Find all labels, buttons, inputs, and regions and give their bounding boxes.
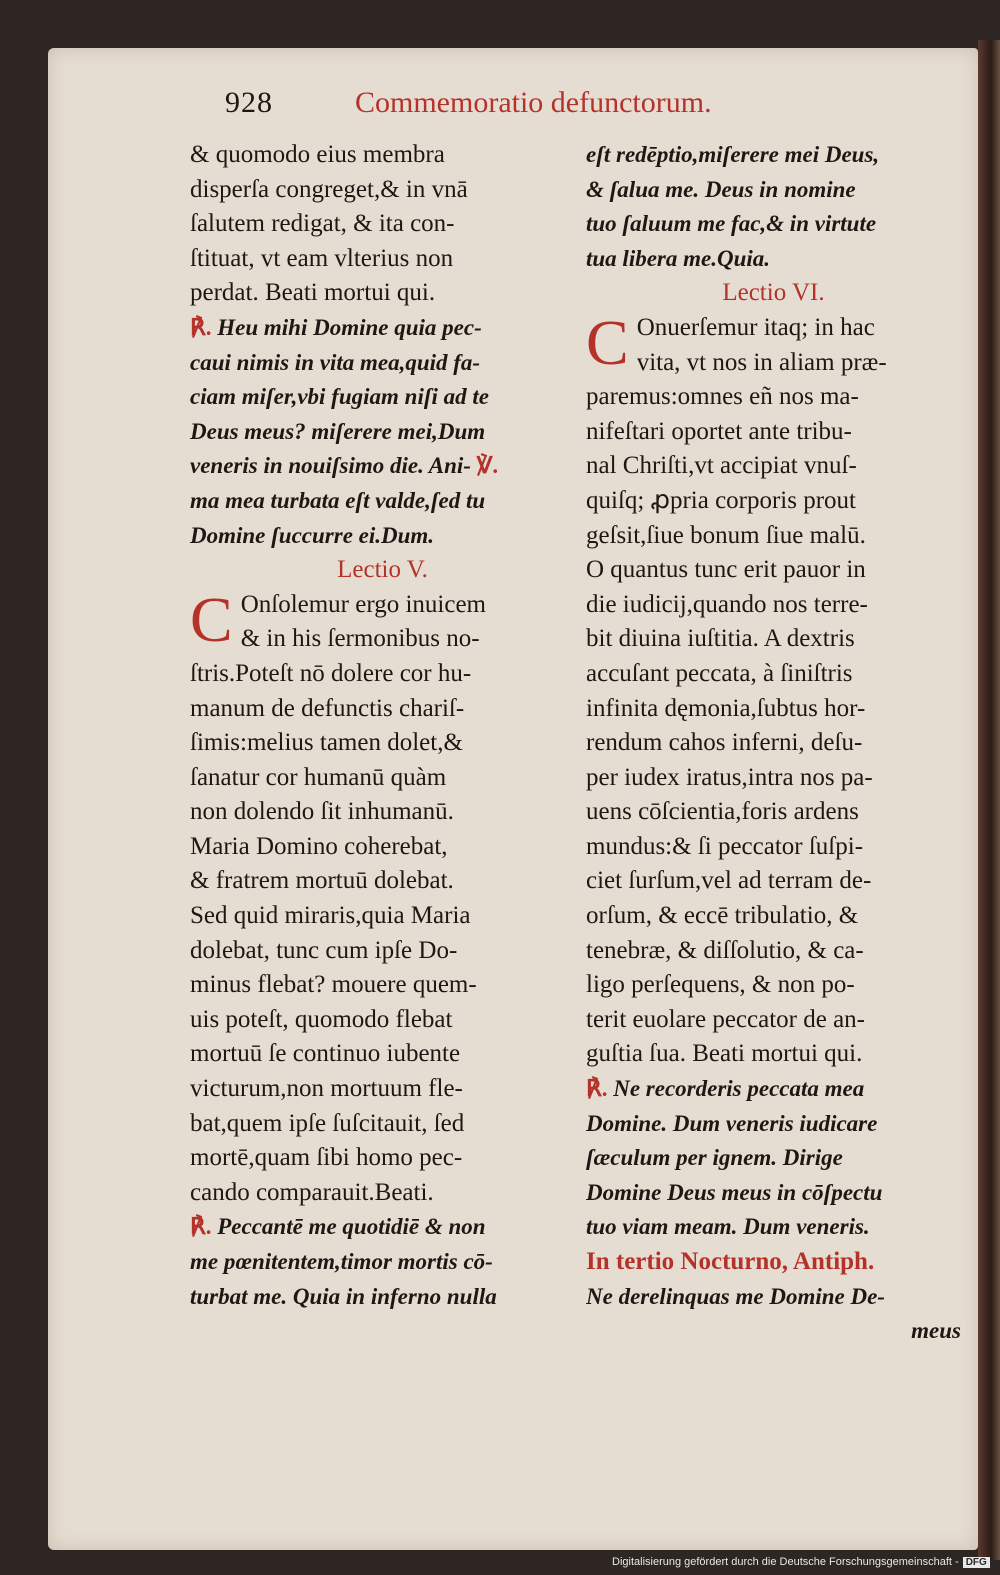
lectio-heading: Lectio VI. [722, 279, 825, 307]
text-line: mortuū ſe continuo iubente [190, 1040, 461, 1068]
text-line: mortē,quam ſibi homo pec- [190, 1144, 463, 1172]
text-line: & fratrem mortuū dolebat. [190, 867, 454, 895]
text-line: minus flebat? mouere quem- [190, 971, 477, 999]
text-line: & in his ſermonibus no- [240, 625, 480, 653]
text-line: disperſa congreget,& in vnā [190, 175, 468, 203]
drop-initial: C [586, 306, 629, 378]
antiphon-line: Ne derelinquas me Domine De- [586, 1283, 885, 1309]
running-title: Commemoratio defunctorum. [355, 86, 712, 119]
text-line: & quomodo eius membra [190, 141, 445, 168]
responsory-line [190, 1210, 575, 1245]
text-line: tenebræ, & diſſolutio, & ca- [586, 936, 864, 964]
responsory-line: Domine. Dum veneris iudicare [586, 1110, 878, 1136]
credit-text: Digitalisierung gefördert durch die Deutsche Forschungsgemeinschaft - [612, 1556, 959, 1568]
text-line: accuſant peccata, à ſiniſtris [586, 659, 853, 687]
text-line: ſimis:melius tamen dolet,& [190, 729, 463, 757]
responsory-line [586, 173, 961, 208]
responsory-line: turbat me. Quia in inferno nulla [190, 1283, 497, 1309]
left-column [190, 138, 575, 1314]
responsory-symbol: ℟. [190, 314, 212, 340]
digitization-credit [612, 1556, 992, 1574]
text-line: uens cōſcientia,foris ardens [586, 798, 859, 826]
text-line: vita, vt nos in aliam præ- [636, 348, 887, 376]
text-line: paremus:omnes eñ nos ma- [586, 383, 859, 411]
text-line: ſanatur cor humanū quàm [190, 763, 447, 791]
text-line: victurum,non mortuum fle- [190, 1075, 463, 1103]
responsory-line [586, 1141, 961, 1176]
responsory-line: tuo ſaluum me fac,& in virtute [586, 211, 877, 237]
responsory-line: Domine ſuccurre ei.Dum. [190, 522, 435, 548]
text-line: geſsit,ſiue bonum ſiue malū. [586, 521, 866, 549]
responsory-line: eſt redēptio,miſerere mei Deus, [586, 142, 880, 167]
text-line: bit diuina iuſtitia. A dextris [586, 625, 855, 653]
text-line: mundus:& ſi peccator ſuſpi- [586, 832, 864, 860]
page-number: 928 [225, 86, 273, 119]
text-line: per iudex iratus,intra nos pa- [586, 763, 873, 791]
text-line: die iudicij,quando nos terre- [586, 590, 868, 618]
responsory-line [190, 449, 575, 484]
text-line: O quantus tunc erit pauor in [586, 556, 866, 584]
catchword: meus [911, 1318, 961, 1344]
responsory-line: Deus meus? miſerere mei,Dum [190, 418, 486, 444]
lectio-heading: Lectio V. [337, 556, 428, 584]
text-line: non dolendo ſit inhumanū. [190, 798, 454, 826]
text-line: dolebat, tunc cum ipſe Do- [190, 936, 458, 964]
right-column [586, 138, 961, 1349]
responsory-line: tuo viam meam. Dum veneris. [586, 1214, 870, 1240]
text-line: terit euolare peccator de an- [586, 1005, 865, 1033]
text-line: manum de defunctis chariſ- [190, 694, 465, 722]
dfg-logo: DFG [963, 1557, 990, 1568]
lectio-block [586, 306, 961, 1072]
text-line: perdat. Beati mortui qui. [190, 279, 436, 307]
responsory-text: Peccantē me quotidiē & non [217, 1214, 486, 1240]
responsory-line: tua libera me.Quia. [586, 245, 771, 271]
responsory-text: & ſalua me. Deus in nomine [586, 176, 856, 202]
text-line: cando comparauit.Beati. [190, 1178, 434, 1206]
text-line: ſtris.Poteſt nō dolere cor hu- [190, 659, 472, 687]
book-spine [978, 40, 1000, 1560]
responsory-symbol: ℟. [586, 1076, 608, 1102]
responsory-symbol: ℟. [190, 1214, 212, 1240]
lectio-block [190, 583, 575, 1211]
text-line: ſtituat, vt eam vlterius non [190, 244, 454, 272]
responsory-text: Ne recorderis peccata mea [613, 1076, 865, 1102]
responsory-line: ciam miſer,vbi fugiam niſi ad te [190, 384, 489, 410]
responsory-line: Domine Deus meus in cōſpectu [586, 1179, 883, 1205]
text-line: ligo perſequens, & non po- [586, 971, 855, 999]
rubric-heading: In tertio Nocturno, Antiph. [586, 1248, 875, 1275]
responsory-text: veneris in nouiſsimo die. Ani- [190, 453, 471, 479]
text-line: nifeſtari oportet ante tribu- [586, 417, 852, 445]
text-line: Onſolemur ergo inuicem [240, 590, 486, 618]
responsory-line: me pœnitentem,timor mortis cō- [190, 1249, 493, 1274]
text-line: Maria Domino coherebat, [190, 832, 448, 860]
text-line: nal Chriſti,vt accipiat vnuſ- [586, 452, 857, 480]
text-line: Onuerſemur itaq; in hac [636, 313, 875, 341]
responsory-text: Heu mihi Domine quia pec- [217, 314, 482, 340]
responsory-line: caui nimis in vita mea,quid fa- [190, 349, 481, 375]
text-line: Sed quid miraris,quia Maria [190, 902, 471, 930]
responsory-line [190, 311, 575, 346]
versicle-symbol: ℣. [476, 453, 499, 479]
responsory-text: ſæculum per ignem. Dirige [586, 1145, 843, 1171]
text-line: ciet ſurſum,vel ad terram de- [586, 867, 872, 895]
text-line: quiſq; ꝓpria corporis prout [586, 486, 857, 514]
text-line: bat,quem ipſe ſuſcitauit, ſed [190, 1109, 465, 1137]
responsory-line [586, 1072, 961, 1107]
text-line: orſum, & eccē tribulatio, & [586, 902, 859, 930]
text-line: uis poteſt, quomodo flebat [190, 1005, 453, 1033]
page-header [225, 86, 785, 130]
responsory-line: ma mea turbata eſt valde,ſed tu [190, 487, 486, 513]
text-line: rendum cahos inferni, deſu- [586, 729, 863, 757]
text-line: infinita dęmonia,ſubtus hor- [586, 694, 866, 722]
text-line: ſalutem redigat, & ita con- [190, 210, 455, 238]
text-line: guſtia ſua. Beati mortui qui. [586, 1040, 863, 1068]
drop-initial: C [190, 583, 233, 655]
